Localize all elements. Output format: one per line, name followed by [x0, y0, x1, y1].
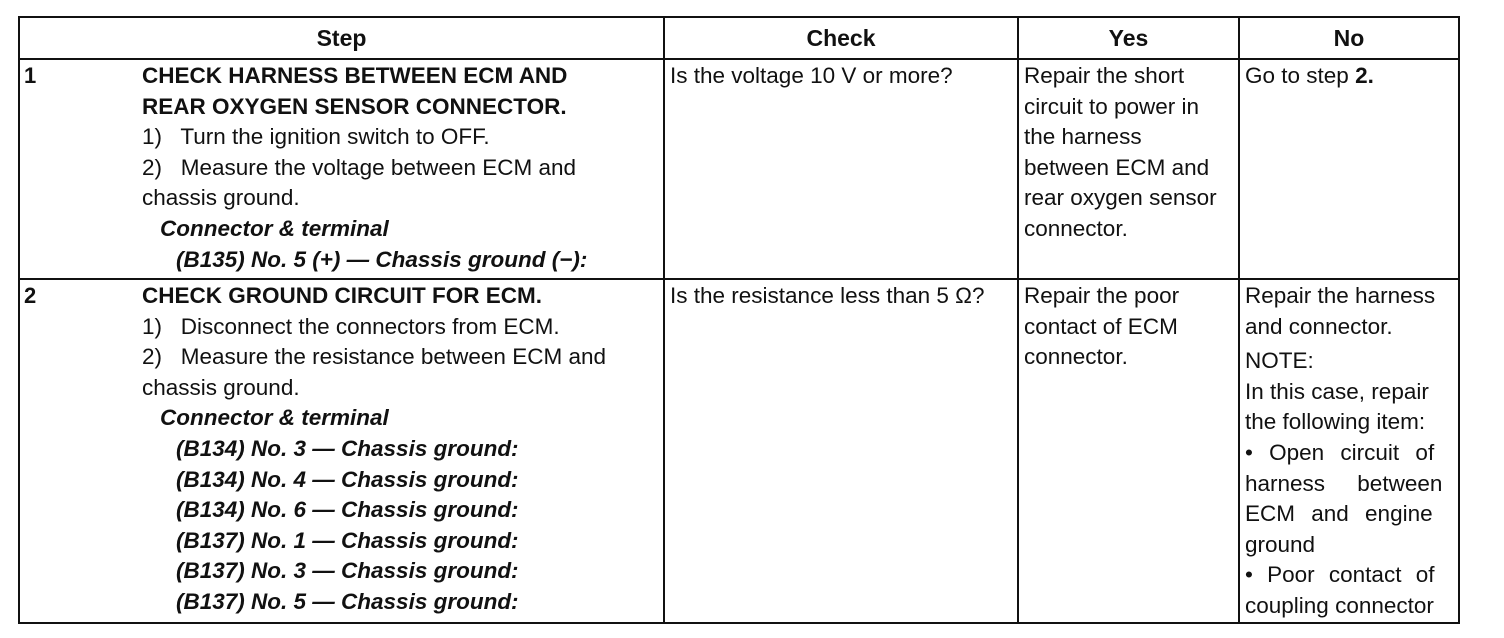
header-divider: [20, 58, 1458, 60]
header-check: Check: [806, 25, 876, 51]
no-action: [1245, 281, 1455, 622]
instruction: chassis ground.: [142, 185, 300, 211]
yes-line: contact of ECM: [1024, 313, 1178, 339]
step-number: 1: [24, 63, 37, 88]
instruction: 2) Measure the resistance between ECM and: [142, 344, 606, 370]
yes-line: rear oxygen sensor: [1024, 185, 1217, 211]
terminal-spec: (B134) No. 4 — Chassis ground:: [176, 466, 519, 492]
yes-line: connector.: [1024, 344, 1128, 370]
no-action: [1245, 61, 1374, 92]
column-divider: [663, 18, 665, 622]
yes-line: Repair the short: [1024, 63, 1185, 88]
header-step: Step: [316, 25, 367, 51]
column-divider: [1017, 18, 1019, 622]
yes-line: between ECM and: [1024, 154, 1210, 180]
yes-action: [1024, 281, 1236, 373]
step-cell: [142, 61, 662, 275]
note-line: In this case, repair: [1245, 378, 1429, 404]
connector-label: Connector & terminal: [160, 215, 389, 241]
bullet-line: • Poor contact of: [1245, 562, 1435, 588]
check-question: Is the resistance less than 5 Ω?: [670, 283, 985, 308]
no-text: Go to step: [1245, 63, 1356, 88]
step-title: CHECK GROUND CIRCUIT FOR ECM.: [142, 283, 542, 308]
step-number: 2: [24, 283, 37, 308]
terminal-spec: (B134) No. 6 — Chassis ground:: [176, 497, 519, 523]
row-divider: [20, 278, 1458, 280]
bullet-line: • Open circuit of: [1245, 439, 1435, 465]
yes-line: Repair the poor: [1024, 283, 1180, 308]
instruction: 2) Measure the voltage between ECM and: [142, 154, 576, 180]
bullet-line: harness between: [1245, 470, 1443, 496]
bullet-line: ECM and engine: [1245, 501, 1433, 527]
note-line: the following item:: [1245, 409, 1426, 435]
no-line: and connector.: [1245, 313, 1393, 339]
note-label: NOTE:: [1245, 348, 1314, 374]
terminal-spec: (B137) No. 3 — Chassis ground:: [176, 558, 519, 584]
terminal-spec: (B135) No. 5 (+) — Chassis ground (−):: [176, 246, 588, 272]
yes-line: the harness: [1024, 124, 1142, 150]
instruction: chassis ground.: [142, 374, 300, 400]
bullet-line: coupling connector: [1245, 592, 1434, 618]
terminal-spec: (B137) No. 5 — Chassis ground:: [176, 588, 519, 614]
step-title: REAR OXYGEN SENSOR CONNECTOR.: [142, 93, 567, 119]
terminal-spec: (B134) No. 3 — Chassis ground:: [176, 435, 519, 461]
header-no: No: [1333, 25, 1365, 51]
column-divider: [1238, 18, 1240, 622]
bullet-line: ground: [1245, 531, 1316, 557]
yes-action: [1024, 61, 1236, 245]
step-title: CHECK HARNESS BETWEEN ECM AND: [142, 63, 568, 88]
check-question: Is the voltage 10 V or more?: [670, 63, 953, 88]
no-line: Repair the harness: [1245, 283, 1436, 308]
instruction: 1) Turn the ignition switch to OFF.: [142, 124, 490, 150]
terminal-spec: (B137) No. 1 — Chassis ground:: [176, 527, 519, 553]
step-cell: [142, 281, 662, 618]
step-reference: 2.: [1355, 63, 1374, 88]
instruction: 1) Disconnect the connectors from ECM.: [142, 313, 560, 339]
header-yes: Yes: [1108, 25, 1149, 51]
yes-line: connector.: [1024, 215, 1128, 241]
connector-label: Connector & terminal: [160, 405, 389, 431]
diagnostic-table: [18, 16, 1460, 624]
yes-line: circuit to power in: [1024, 93, 1200, 119]
